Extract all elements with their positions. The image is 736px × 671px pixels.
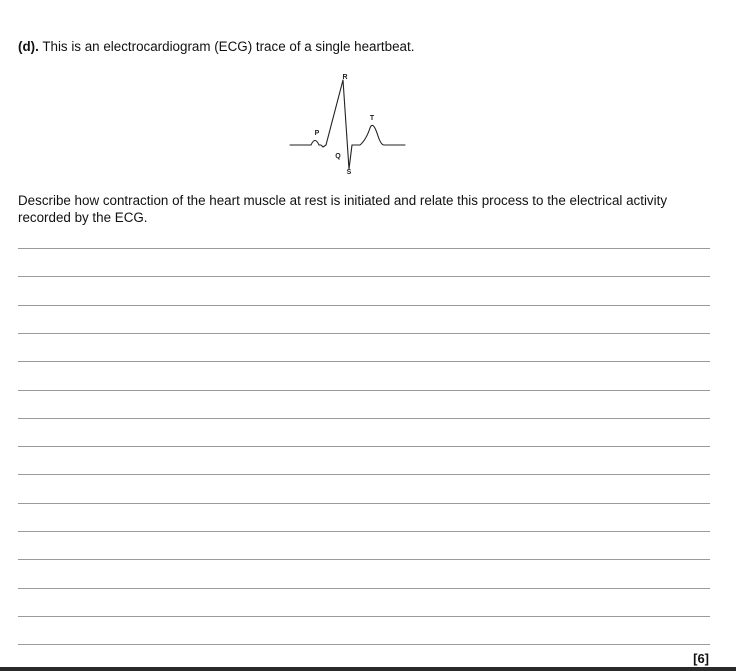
answer-line[interactable] <box>18 644 710 645</box>
answer-line[interactable] <box>18 276 710 277</box>
answer-line[interactable] <box>18 390 710 391</box>
question-intro-text: This is an electrocardiogram (ECG) trace of a single heartbeat. <box>42 39 415 54</box>
ecg-waveform <box>290 80 405 169</box>
question-header <box>18 38 414 55</box>
bottom-border <box>0 667 736 671</box>
question-prompt: Describe how contraction of the heart muscle at rest is initiated and relate this process to the electrical activity recorded by the ECG. <box>18 193 668 225</box>
answer-line[interactable] <box>18 616 710 617</box>
answer-line[interactable] <box>18 531 710 532</box>
ecg-label-t: T <box>369 115 375 122</box>
answer-line[interactable] <box>18 474 710 475</box>
answer-line[interactable] <box>18 333 710 334</box>
answer-line[interactable] <box>18 446 710 447</box>
ecg-label-s: S <box>346 169 352 176</box>
ecg-trace-graphic <box>280 68 416 180</box>
ecg-label-p: P <box>314 130 320 137</box>
answer-line[interactable] <box>18 361 710 362</box>
answer-line[interactable] <box>18 588 710 589</box>
answer-line[interactable] <box>18 248 710 249</box>
ecg-label-q: Q <box>335 153 341 160</box>
answer-area[interactable] <box>18 248 710 648</box>
question-part-label: (d). <box>18 39 39 54</box>
ecg-trace-figure <box>280 68 416 180</box>
answer-line[interactable] <box>18 418 710 419</box>
marks-label: [6] <box>693 651 709 666</box>
ecg-label-r: R <box>342 74 348 81</box>
answer-line[interactable] <box>18 503 710 504</box>
answer-line[interactable] <box>18 559 710 560</box>
answer-line[interactable] <box>18 305 710 306</box>
